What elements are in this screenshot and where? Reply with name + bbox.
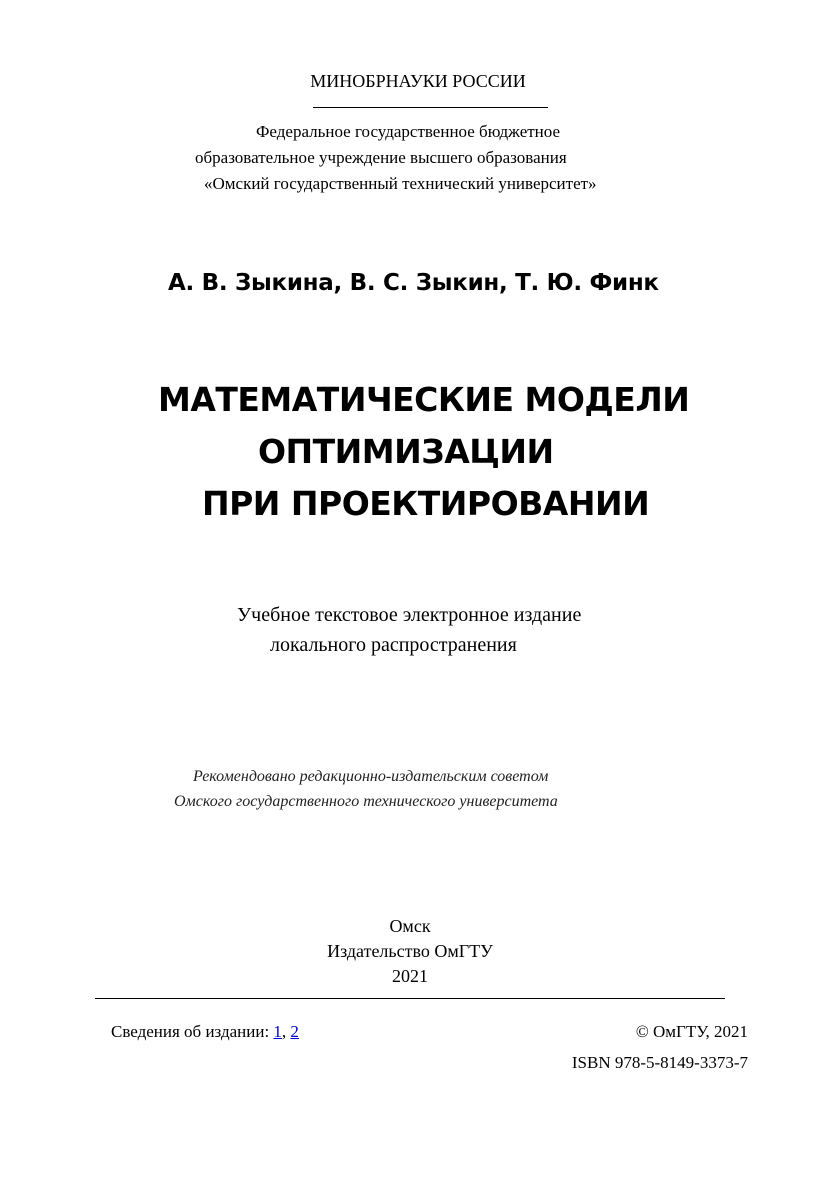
recommendation-line-2: Омского государственного технического университета bbox=[174, 793, 558, 810]
ministry-name: МИНОБРНАУКИ РОССИИ bbox=[310, 71, 526, 91]
isbn: ISBN 978-5-8149-3373-7 bbox=[571, 1053, 748, 1072]
edition-info bbox=[111, 1022, 299, 1042]
book-title-line-1: МАТЕМАТИЧЕСКИЕ МОДЕЛИ bbox=[158, 380, 690, 419]
book-title-line-3: ПРИ ПРОЕКТИРОВАНИИ bbox=[202, 484, 650, 523]
institution-line-2: образовательное учреждение высшего образования bbox=[195, 148, 567, 167]
institution-line-1: Федеральное государственное бюджетное bbox=[256, 122, 561, 141]
edition-info-link-1[interactable]: 1 bbox=[273, 1022, 282, 1041]
copyright: © ОмГТУ, 2021 bbox=[635, 1022, 748, 1041]
edition-info-link-2[interactable]: 2 bbox=[290, 1022, 299, 1041]
book-title-line-2: ОПТИМИЗАЦИИ bbox=[258, 432, 554, 471]
edition-type-line-2: локального распространения bbox=[270, 634, 517, 656]
footer-divider bbox=[95, 998, 725, 999]
institution-line-3: «Омский государственный технический университет» bbox=[204, 174, 597, 193]
edition-info-label: Сведения об издании: bbox=[111, 1022, 270, 1041]
imprint-year: 2021 bbox=[392, 966, 428, 986]
recommendation-line-1: Рекомендовано редакционно-издательским советом bbox=[193, 768, 549, 785]
edition-info-separator: , bbox=[281, 1022, 287, 1041]
edition-type-line-1: Учебное текстовое электронное издание bbox=[237, 604, 582, 626]
imprint-city: Омск bbox=[389, 916, 431, 936]
ministry-underline bbox=[313, 107, 548, 108]
imprint-publisher: Издательство ОмГТУ bbox=[327, 941, 493, 961]
authors: А. В. Зыкина, В. С. Зыкин, Т. Ю. Финк bbox=[168, 270, 659, 296]
